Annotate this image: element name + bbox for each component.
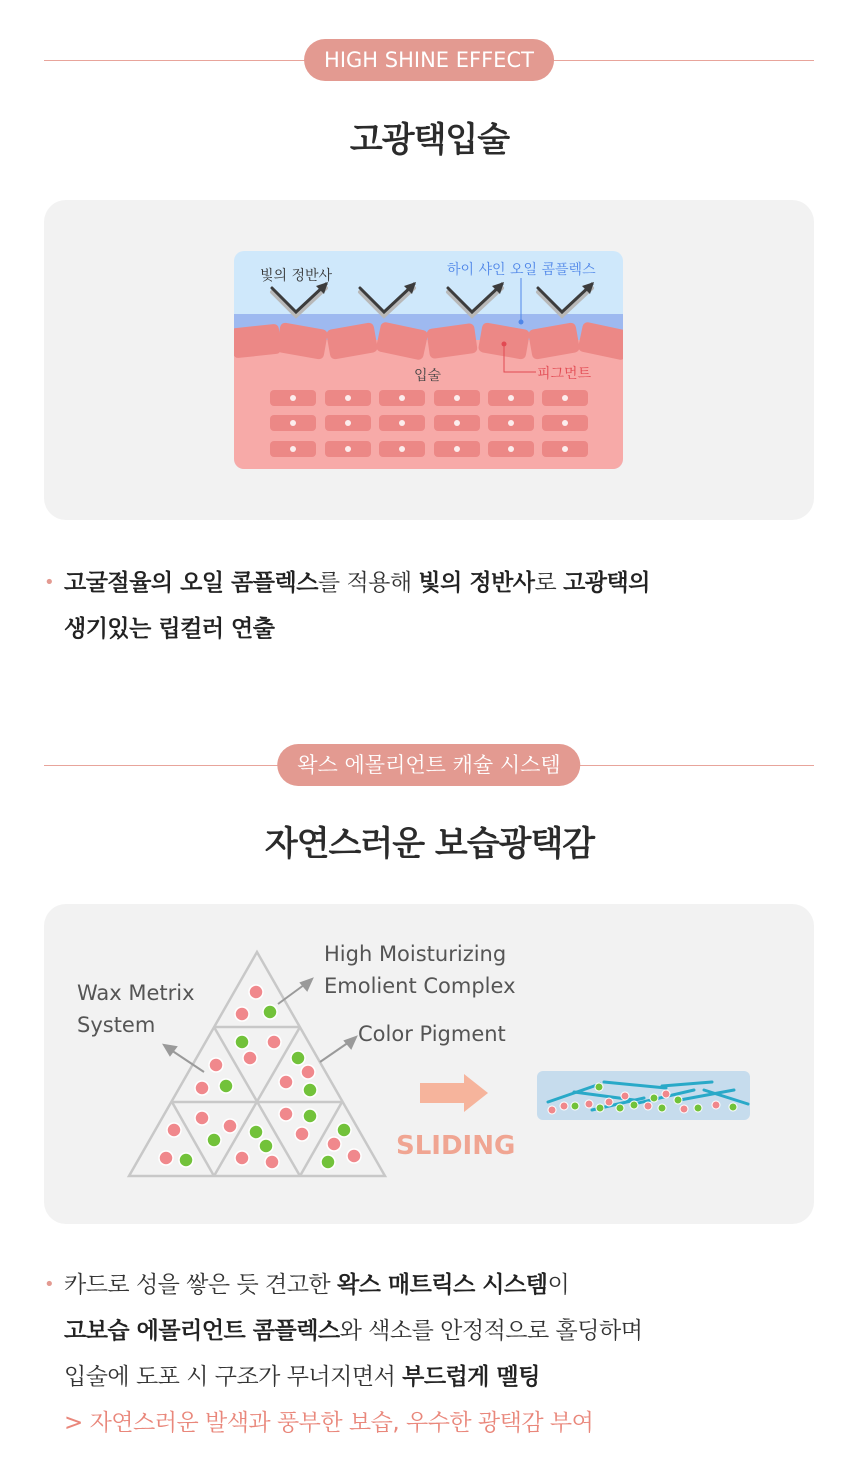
section1-badge: HIGH SHINE EFFECT xyxy=(304,39,554,81)
high-shine-diagram-panel xyxy=(44,200,814,520)
sliding-arrow-icon xyxy=(420,1074,488,1112)
label-oil-complex: 하이 샤인 오일 콤플렉스 xyxy=(447,262,596,278)
desc-bold: 고광택의 xyxy=(563,570,650,596)
label-wax-matrix: Wax Metrix xyxy=(77,981,195,1005)
section1-title: 고광택입술 xyxy=(349,120,510,160)
desc-text: 와 색소를 안정적으로 홀딩하며 xyxy=(339,1318,643,1344)
label-reflection: 빛의 정반사 xyxy=(260,268,333,284)
label-pigment: 피그먼트 xyxy=(537,366,592,382)
section1-description xyxy=(44,560,824,652)
label-color-pigment: Color Pigment xyxy=(358,1022,506,1046)
desc-text: 입술에 도포 시 구조가 무너지면서 xyxy=(64,1364,403,1390)
pigment-pointer-dot xyxy=(502,342,507,347)
section2-description xyxy=(44,1262,824,1446)
desc-text: 이 xyxy=(547,1272,570,1298)
desc-text: 를 적용해 xyxy=(317,570,419,596)
section2-badge: 왁스 에몰리언트 캐슐 시스템 xyxy=(277,744,580,786)
high-shine-diagram xyxy=(44,200,814,520)
label-emolient-complex: Emolient Complex xyxy=(324,974,516,998)
label-lips: 입술 xyxy=(414,368,442,384)
bullet-icon: • xyxy=(44,1274,55,1295)
desc-bold: 고보습 에몰리언트 콤플렉스 xyxy=(64,1318,340,1344)
label-sliding: SLIDING xyxy=(396,1131,516,1161)
desc-bold: 고굴절율의 오일 콤플렉스 xyxy=(64,570,318,596)
melted-film xyxy=(537,1071,750,1120)
section1-header xyxy=(44,39,814,83)
label-high-moisturizing: High Moisturizing xyxy=(324,942,507,966)
bullet-icon: • xyxy=(44,572,55,593)
oil-pointer-dot xyxy=(519,320,524,325)
desc-text: 로 xyxy=(534,570,564,596)
wax-system-diagram xyxy=(44,904,814,1224)
section2-header xyxy=(44,744,814,788)
desc-bold: 빛의 정반사 xyxy=(418,570,535,596)
section2-title: 자연스러운 보습광택감 xyxy=(264,824,595,864)
desc-bold: 부드럽게 멜팅 xyxy=(402,1364,540,1390)
desc-bold: 생기있는 립컬러 연출 xyxy=(64,616,275,642)
desc-bold: 왁스 매트릭스 시스템 xyxy=(336,1272,548,1298)
desc-text: 카드로 성을 쌓은 듯 견고한 xyxy=(64,1272,337,1298)
wax-system-diagram-panel xyxy=(44,904,814,1224)
label-wax-system: System xyxy=(77,1013,156,1037)
desc-highlight: > 자연스러운 발색과 풍부한 보습, 우수한 광택감 부여 xyxy=(64,1410,594,1436)
